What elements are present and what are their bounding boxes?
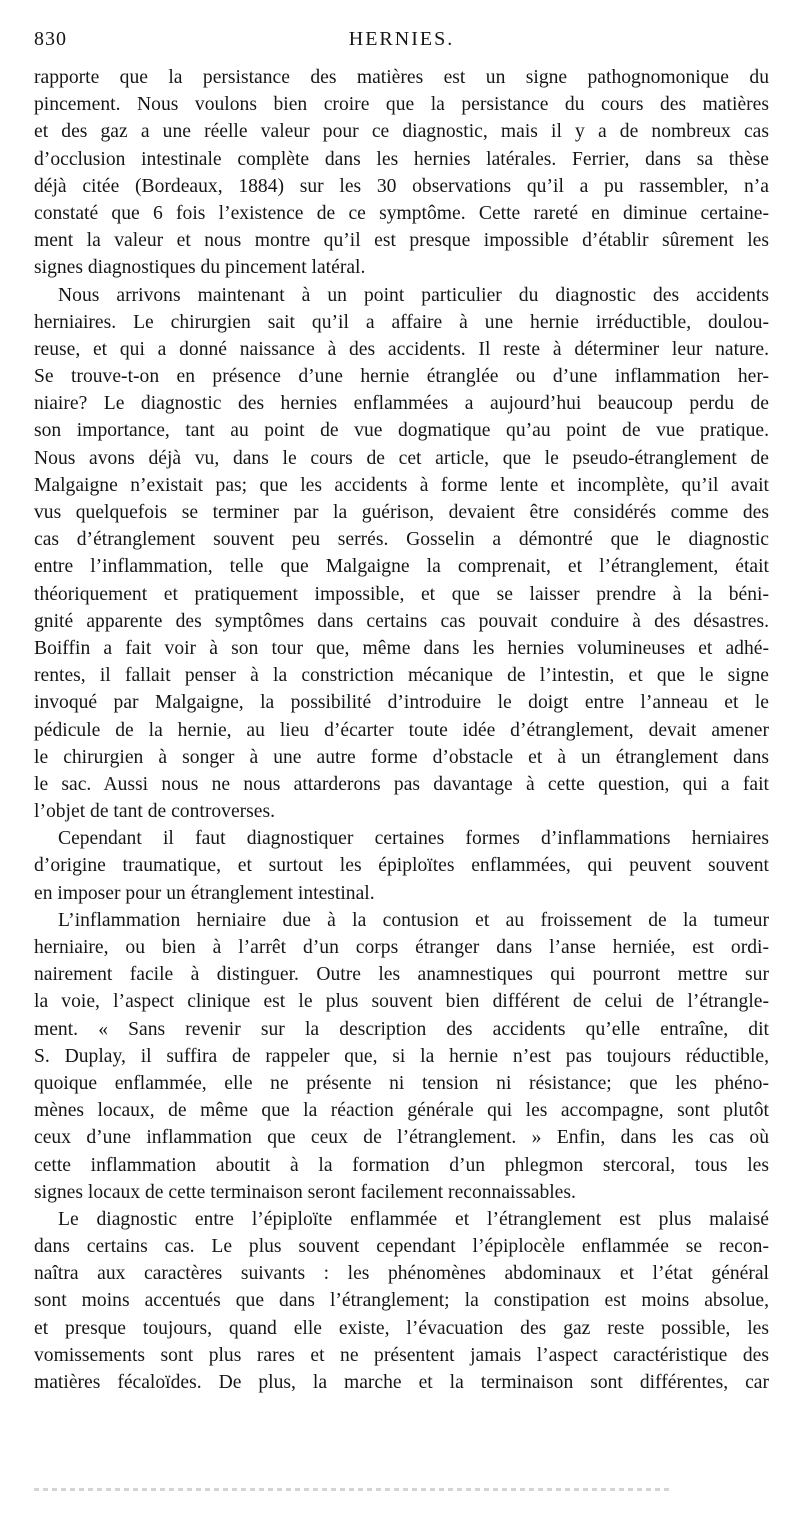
text-line: pincement. Nous voulons bien croire que la persistance du cours des matières: [34, 94, 769, 116]
page-header: [34, 24, 769, 62]
print-artifact-line: [34, 1488, 669, 1491]
text-line: et des gaz a une réelle valeur pour ce diagnostic, mais il y a de nombreux cas: [34, 121, 769, 143]
text-line: signes diagnostiques du pincement latéral.: [34, 257, 366, 279]
text-line: vomissements sont plus rares et ne présentent jamais l’aspect caractéristique des: [34, 1344, 769, 1366]
page-number: 830: [34, 28, 67, 50]
text-line: ment. « Sans revenir sur la description des accidents qu’elle entraîne, dit: [34, 1018, 769, 1040]
text-line: ment la valeur et nous montre qu’il est presque impossible d’établir sûrement les: [34, 230, 769, 252]
text-line: rentes, il fallait penser à la constriction mécanique de l’intestin, et que le signe: [34, 665, 769, 687]
text-line: Boiffin a fait voir à son tour que, même dans les hernies volumineuses et adhé-: [34, 637, 769, 659]
text-line: sont moins accentués que dans l’étranglement; la constipation est moins absolue,: [34, 1290, 769, 1312]
text-line: l’objet de tant de controverses.: [34, 801, 276, 823]
text-line: Nous avons déjà vu, dans le cours de cet article, que le pseudo-étranglement de: [34, 447, 769, 469]
text-line: herniaires. Le chirurgien sait qu’il a affaire à une hernie irréductible, doulou-: [34, 311, 769, 333]
text-line: constaté que 6 fois l’existence de ce symptôme. Cette rareté en diminue certaine-: [34, 202, 769, 224]
text-line: reuse, et qui a donné naissance à des accidents. Il reste à déterminer leur nature.: [34, 338, 769, 360]
text-line: et presque toujours, quand elle existe, l’évacuation des gaz reste possible, les: [34, 1317, 769, 1339]
text-line: Nous arrivons maintenant à un point particulier du diagnostic des accidents: [58, 284, 769, 306]
text-line: dans certains cas. Le plus souvent cependant l’épiplocèle enflammée se recon-: [34, 1236, 769, 1258]
text-line: niaire? Le diagnostic des hernies enflammées a aujourd’hui beaucoup perdu de: [34, 393, 769, 415]
text-line: mènes locaux, de même que la réaction générale qui les accompagne, sont plutôt: [34, 1100, 769, 1122]
text-line: invoqué par Malgaigne, la possibilité d’introduire le doigt entre l’anneau et le: [34, 692, 769, 714]
text-line: son importance, tant au point de vue dogmatique qu’au point de vue pratique.: [34, 420, 769, 442]
text-line: L’inflammation herniaire due à la contusion et au froissement de la tumeur: [58, 909, 769, 931]
text-line: Le diagnostic entre l’épiploïte enflammée et l’étranglement est plus malaisé: [58, 1208, 769, 1230]
text-line: entre l’inflammation, telle que Malgaigne la comprenait, et l’étranglement, était: [34, 556, 769, 578]
text-line: nairement facile à distinguer. Outre les anamnestiques qui pourront mettre sur: [34, 964, 769, 986]
text-line: Se trouve-t-on en présence d’une hernie étranglée ou d’une inflammation her-: [34, 366, 769, 388]
text-line: cas d’étranglement souvent peu serrés. Gosselin a démontré que le diagnostic: [34, 529, 769, 551]
text-line: Malgaigne n’existait pas; que les accidents à forme lente et incomplète, qu’il avait: [34, 474, 769, 496]
text-line: herniaire, ou bien à l’arrêt d’un corps étranger dans l’anse herniée, est ordi-: [34, 937, 769, 958]
text-line: théoriquement et pratiquement impossible, et que se laisser prendre à la béni-: [34, 583, 769, 605]
running-title: HERNIES.: [348, 28, 455, 50]
text-line: S. Duplay, il suffira de rappeler que, si la hernie n’est pas toujours réductible,: [34, 1045, 769, 1067]
body-text: [34, 64, 769, 1396]
text-line: vus quelquefois se terminer par la guérison, devaient être considérés comme des: [34, 502, 769, 523]
text-line: signes locaux de cette terminaison seront facilement reconnaissables.: [34, 1181, 576, 1203]
text-line: quoique enflammée, elle ne présente ni tension ni résistance; que les phéno-: [34, 1072, 769, 1094]
text-line: gnité apparente des symptômes dans certains cas pouvait conduire à des désastres.: [34, 610, 769, 632]
text-line: pédicule de la hernie, au lieu d’écarter toute idée d’étranglement, devait amener: [34, 719, 769, 741]
text-line: ceux d’une inflammation que ceux de l’étranglement. » Enfin, dans les cas où: [34, 1127, 769, 1149]
text-line: Cependant il faut diagnostiquer certaines formes d’inflammations herniaires: [58, 828, 769, 850]
book-page: [34, 24, 769, 1494]
text-line: cette inflammation aboutit à la formation d’un phlegmon stercoral, tous les: [34, 1154, 769, 1176]
text-line: d’origine traumatique, et surtout les épiploïtes enflammées, qui peuvent souvent: [34, 855, 769, 877]
text-line: déjà citée (Bordeaux, 1884) sur les 30 observations qu’il a pu rassembler, n’a: [34, 175, 769, 197]
text-line: rapporte que la persistance des matières est un signe pathognomonique du: [34, 67, 769, 88]
text-line: matières fécaloïdes. De plus, la marche et la terminaison sont différentes, car: [34, 1372, 769, 1393]
text-line: le sac. Aussi nous ne nous attarderons pas davantage à cette question, qui a fait: [34, 773, 769, 795]
text-line: la voie, l’aspect clinique est le plus souvent bien différent de celui de l’étrangle-: [34, 991, 769, 1013]
text-line: le chirurgien à songer à une autre forme d’obstacle et à un étranglement dans: [34, 746, 769, 768]
text-line: naîtra aux caractères suivants : les phénomènes abdominaux et l’état général: [34, 1263, 769, 1285]
text-line: en imposer pour un étranglement intestinal.: [34, 882, 375, 904]
text-line: d’occlusion intestinale complète dans les hernies latérales. Ferrier, dans sa thèse: [34, 148, 769, 170]
